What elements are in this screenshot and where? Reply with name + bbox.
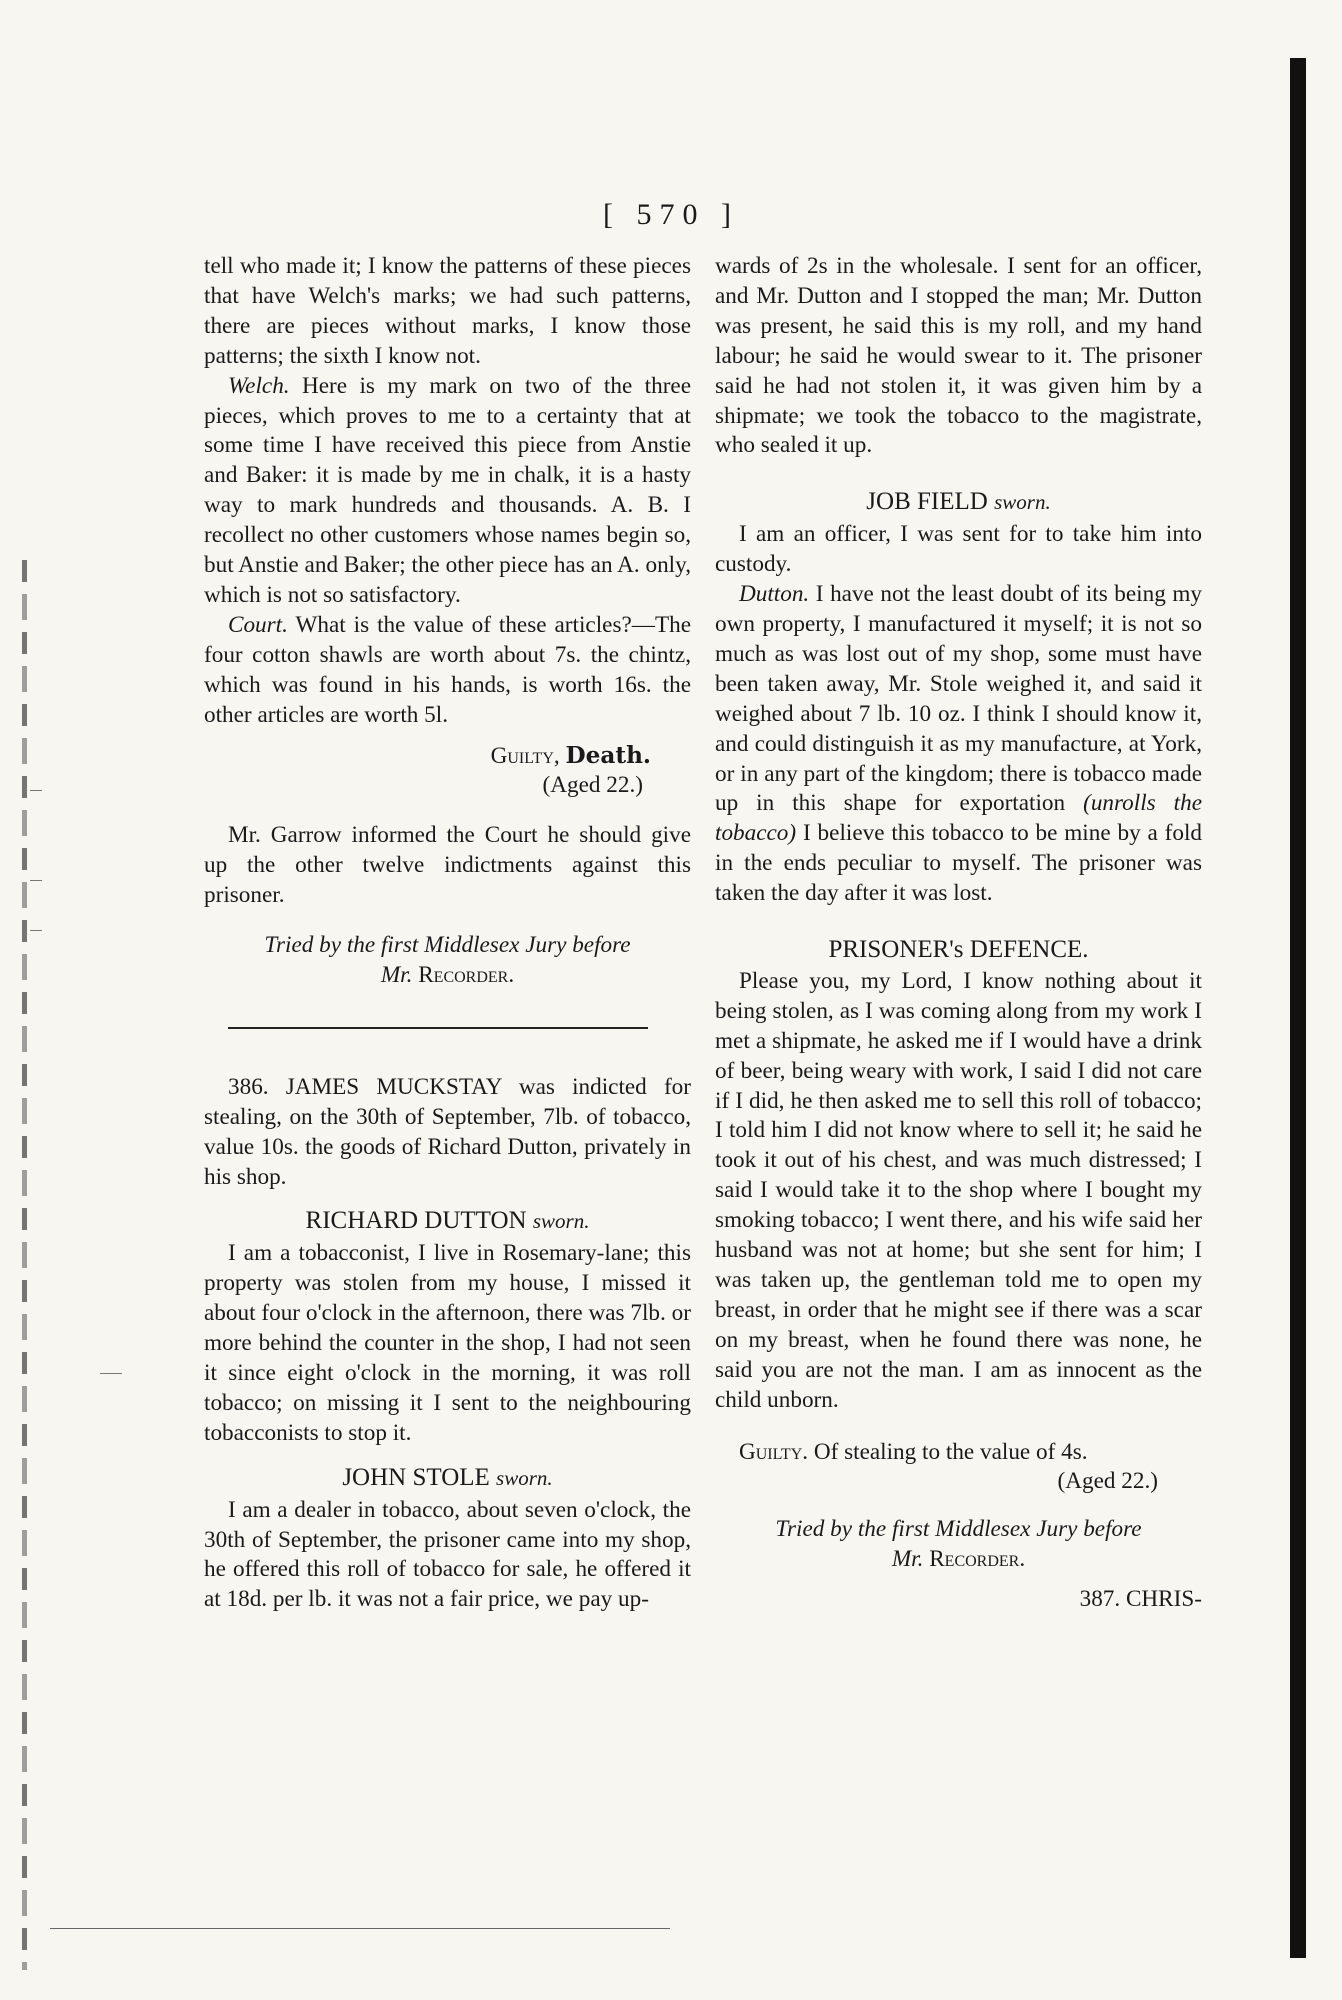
verdict-label: Guilty, [490, 742, 560, 769]
left-column [204, 252, 691, 1615]
catchword: 387. CHRIS- [1079, 1586, 1202, 1613]
witness-heading [715, 487, 1202, 518]
sworn-label: sworn. [496, 1465, 553, 1490]
verdict-label: Guilty. [739, 1438, 809, 1465]
testimony-text: Here is my mark on two of the three pieces, which proves to me to a certainty that at some time I have received this piece from Anstie and Baker: it is made by me in chalk, it is a hasty way to mark hundreds and thousands. A. B. I recollect no other customers whose names begin so, but Anstie and Baker; the other piece has an A. only, which is not so satisfactory. [204, 372, 691, 608]
edge-mark [30, 790, 42, 791]
tried-recorder: Recorder. [418, 961, 515, 988]
page-edge-marks [22, 560, 27, 1970]
page-number: [ 570 ] [603, 198, 739, 231]
witness-name: JOHN STOLE [342, 1463, 490, 1491]
sworn-label: sworn. [994, 490, 1051, 515]
witness-heading [204, 1463, 691, 1494]
paragraph: wards of 2s in the wholesale. I sent for an officer, and Mr. Dutton and I stopped the man; Mr. Dutton was present, he said this is my roll, and my hand labour; he said he would swear to it. The prisoner said he had not stolen it, it was given him by a shipmate; we took the tobacco to the magistrate, who sealed it up. [715, 253, 1202, 459]
right-column [715, 252, 1202, 1615]
speaker-label: Court. [228, 611, 288, 638]
tried-by-line: Tried by the first Middlesex Jury before [775, 1516, 1142, 1543]
tried-recorder: Recorder. [929, 1546, 1026, 1573]
verdict [204, 741, 691, 772]
witness-testimony: I am an officer, I was sent for to take him into custody. [715, 521, 1202, 578]
edge-mark [30, 880, 42, 881]
verdict-text: Of stealing to the value of 4s. [813, 1438, 1088, 1465]
verdict [715, 1438, 1202, 1468]
testimony-text: What is the value of these articles?—The four cotton shawls are worth about 7s. the chintz, which was found in his hands, is worth 16s. the other articles are worth 5l. [204, 611, 691, 728]
paragraph: Mr. Garrow informed the Court he should give up the other twelve indictments against this prisoner. [204, 822, 691, 909]
verdict-age: (Aged 22.) [1057, 1468, 1158, 1495]
court-question [204, 611, 691, 731]
edge-mark [30, 930, 42, 931]
dutton-testimony [715, 580, 1202, 909]
witness-testimony: I am a tobacconist, I live in Rosemary-lane; this property was stolen from my house, I missed it about four o'clock in the afternoon, there was 7lb. or more behind the counter in the shop, I had not seen it since eight o'clock in the morning, it was roll tobacco; on missing it I sent to the neighbouring tobacconists to stop it. [204, 1240, 691, 1446]
defence-text: Please you, my Lord, I know nothing about it being stolen, as I was coming along from my work I met a shipmate, he asked me if I would have a drink of beer, being weary with work, I said I did not care if I did, he then asked me to sell this roll of tobacco; I told him I did not know where to sell it; he said he took it out of his chest, and was much distressed; I said I would take it to the shop where I bought my smoking tobacco; I went there, and his wife said her husband was not at home; but she sent for him; I was taken up, the gentleman told me to open my breast, in order that he might see if there was a scar on my breast, when he found there was none, he said you are not the man. I am as innocent as the child unborn. [715, 967, 1202, 1413]
testimony-text: I have not the least doubt of its being my own property, I manufactured it myself; it is not so much as was lost out of my shop, some must have been taken away, Mr. Stole weighed it, and said it weighed about 7 lb. 10 oz. I think I should know it, and could distinguish it as my manufacture, at York, or in any part of the kingdom; there is tobacco made up in this shape for exportation [715, 581, 1203, 817]
verdict-sentence: Death. [565, 741, 651, 769]
binding-shadow [1290, 58, 1306, 1958]
defence-heading: PRISONER's DEFENCE. [828, 936, 1089, 964]
verdict-age: (Aged 22.) [542, 772, 643, 799]
tried-by-line-2 [715, 1545, 1202, 1575]
bottom-rule [50, 1928, 670, 1929]
case-indictment: 386. JAMES MUCKSTAY was indicted for stealing, on the 30th of September, 7lb. of tobacco, value 10s. the goods of Richard Dutton, privately in his shop. [204, 1073, 691, 1190]
welch-testimony [204, 372, 691, 611]
speaker-label: Dutton. [739, 581, 810, 608]
sworn-label: sworn. [532, 1209, 590, 1234]
speaker-label: Welch. [228, 372, 290, 399]
witness-name: JOB FIELD [866, 488, 988, 516]
witness-testimony: I am a dealer in tobacco, about seven o'clock, the 30th of September, the prisoner came into my shop, he offered this roll of tobacco for sale, he offered it at 18d. per lb. it was not a fair price, we pay up- [204, 1496, 691, 1613]
tried-by-line: Tried by the first Middlesex Jury before [264, 932, 631, 959]
tried-by-line-2 [204, 961, 691, 991]
witness-name: RICHARD DUTTON [305, 1207, 527, 1235]
testimony-text: I believe this tobacco to be mine by a fold in the ends peculiar to myself. The prisoner was taken the day after it was lost. [715, 820, 1203, 907]
section-divider [228, 1027, 648, 1029]
paragraph: tell who made it; I know the patterns of these pieces that have Welch's marks; we had such patterns, there are pieces without marks, I know those patterns; the sixth I know not. [204, 253, 691, 369]
edge-mark [100, 1373, 122, 1374]
stage-direction: (unrolls the tobacco) [715, 790, 1202, 847]
witness-heading [204, 1206, 691, 1237]
tried-mr: Mr. [891, 1546, 924, 1573]
tried-mr: Mr. [380, 961, 413, 988]
